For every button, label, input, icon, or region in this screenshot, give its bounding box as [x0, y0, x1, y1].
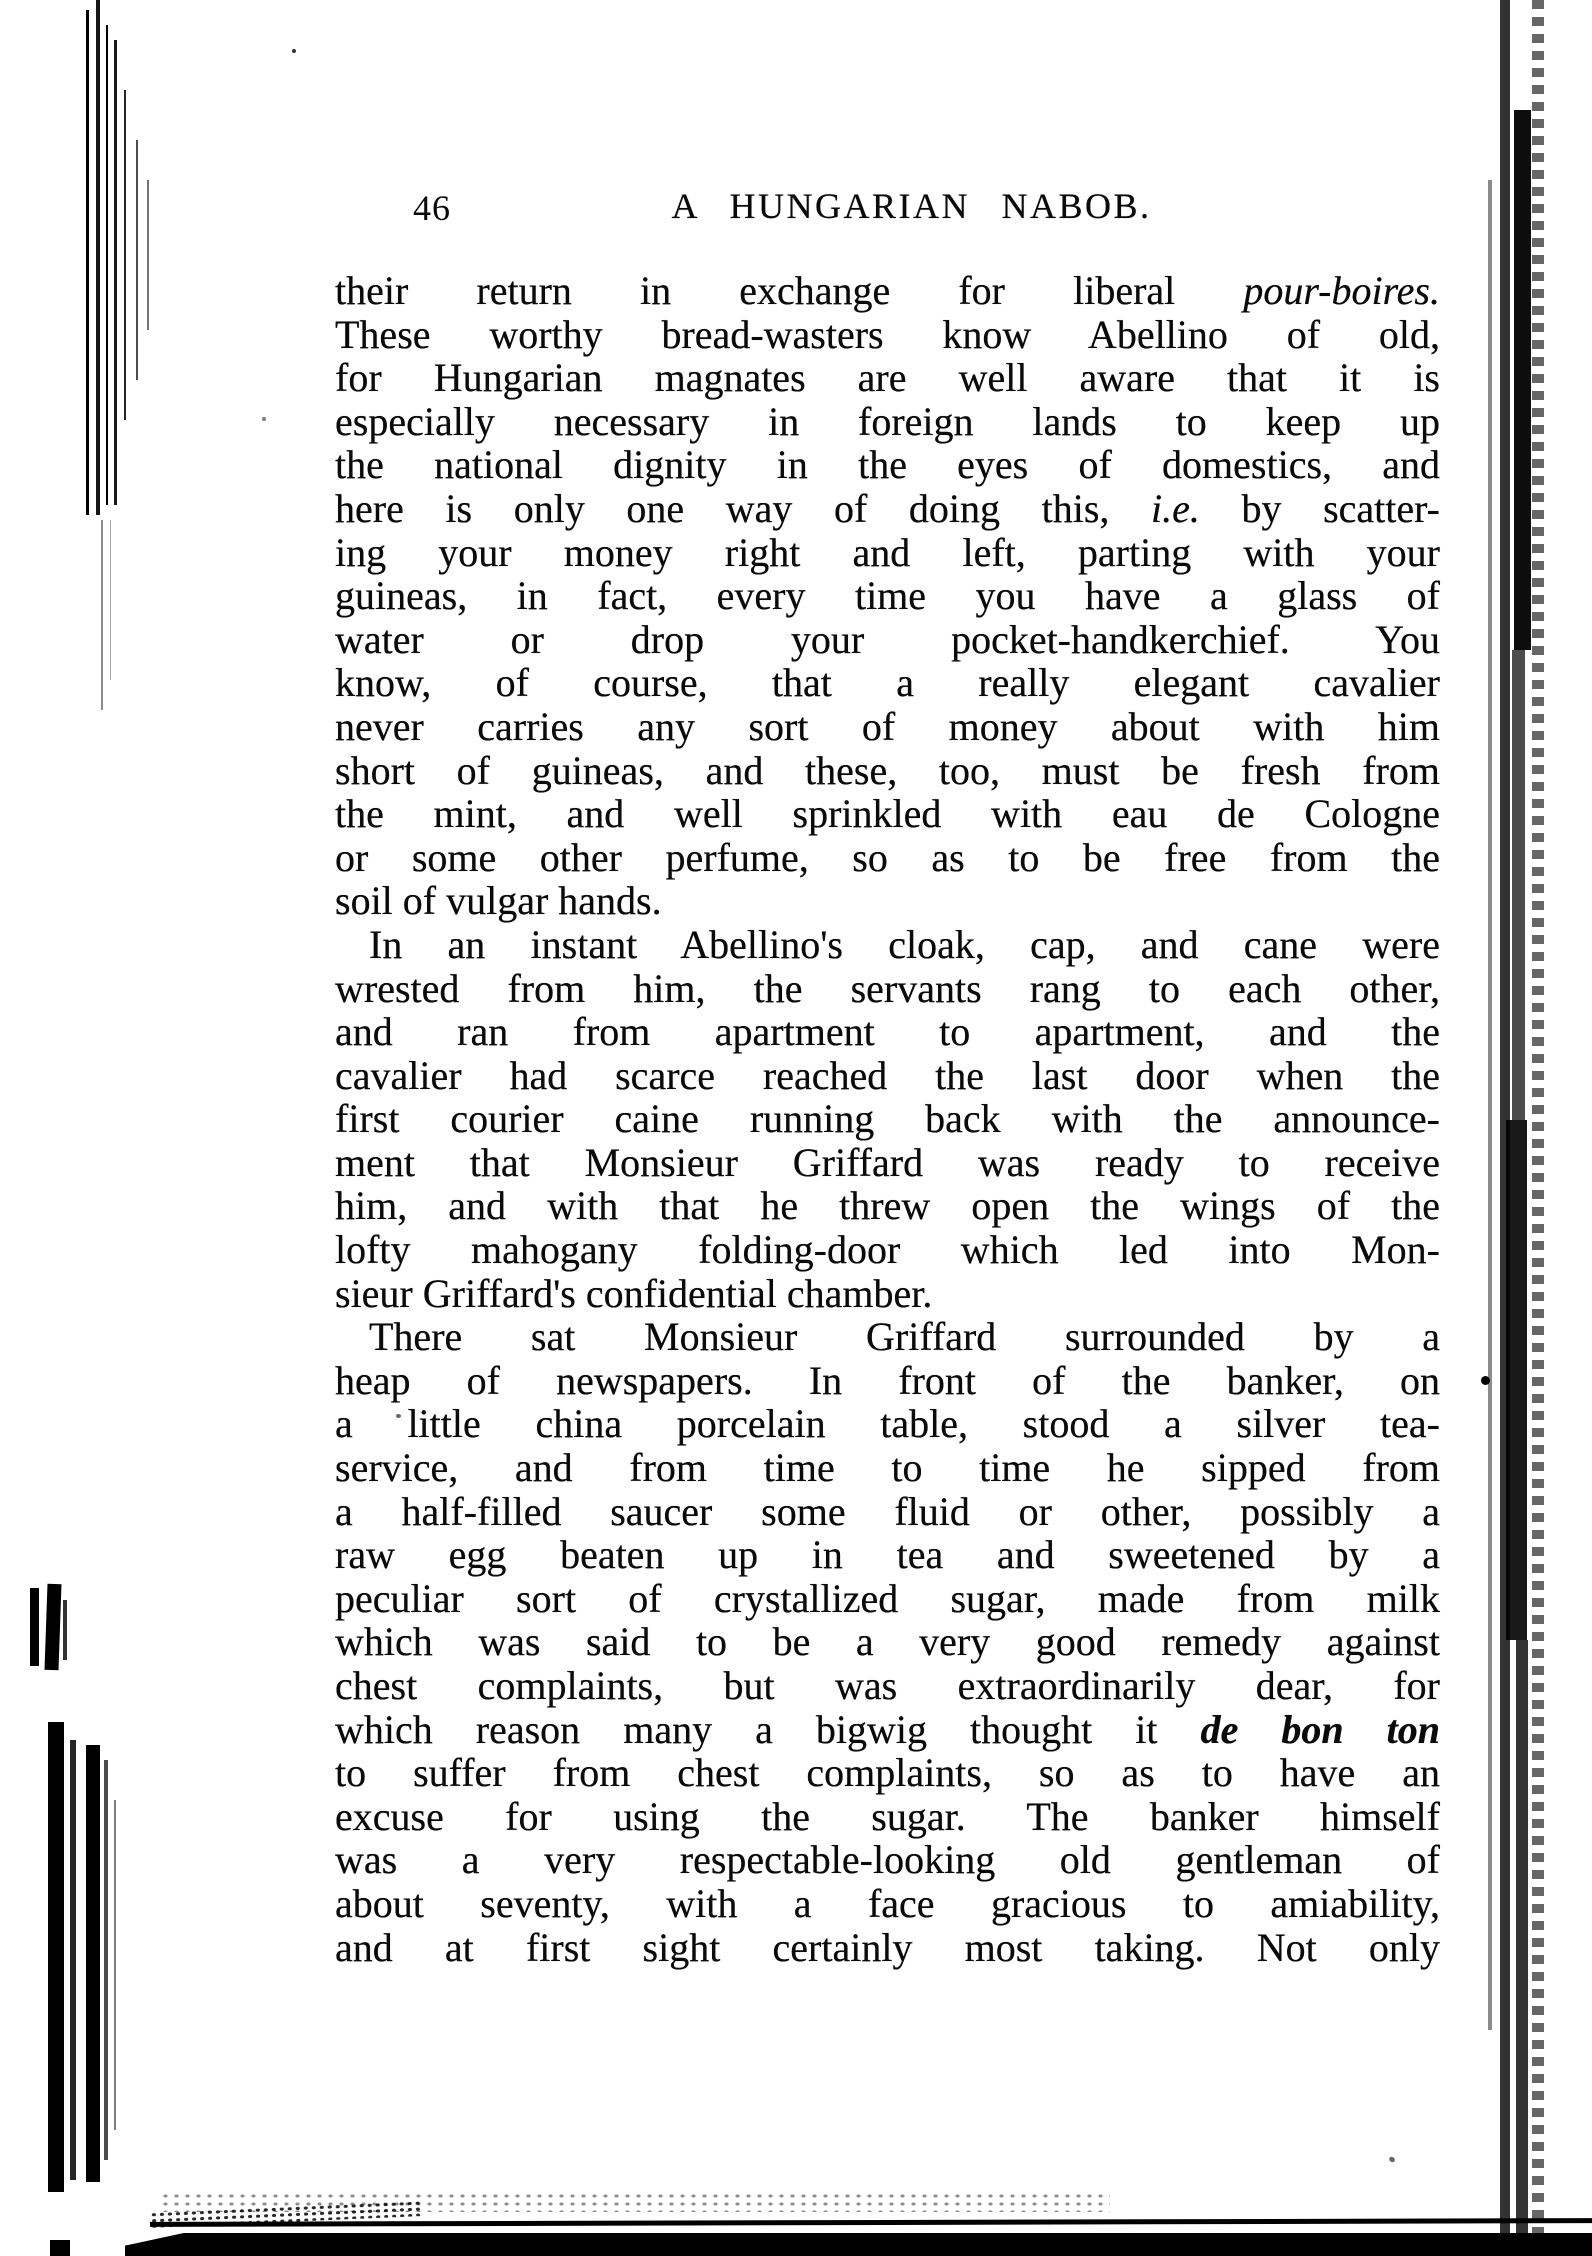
binding-bar: [48, 1722, 64, 2192]
ink-speck: [262, 417, 266, 421]
bottom-scan-line: [150, 2218, 1592, 2227]
text-line: [335, 1926, 1440, 1970]
text-segment: ment that Monsieur Griffard was ready to receive: [335, 1139, 1440, 1185]
paragraph: [335, 923, 1440, 1315]
binding-streak: [110, 520, 111, 680]
text-segment: i.e.: [1151, 485, 1200, 531]
ink-speck: [292, 49, 296, 53]
binding-streak: [136, 140, 138, 380]
paragraph: [335, 269, 1440, 923]
text-segment: heap of newspapers. In front of the banker, on: [335, 1357, 1440, 1403]
text-segment: which reason many a bigwig thought it: [335, 1706, 1201, 1752]
text-line: [335, 1097, 1440, 1141]
bottom-corner-mark: [50, 2240, 70, 2256]
text-line: [335, 1359, 1440, 1403]
text-segment: him, and with that he threw open the wings of the: [335, 1183, 1440, 1229]
text-line: [335, 487, 1440, 531]
text-line: [335, 531, 1440, 575]
text-segment: There sat Monsieur Griffard surrounded by a: [369, 1314, 1440, 1360]
text-line: [335, 1620, 1440, 1664]
text-segment: cavalier had scarce reached the last door when the: [335, 1052, 1440, 1098]
text-line: [335, 1184, 1440, 1228]
ink-mark: [30, 1588, 39, 1666]
text-segment: pour-boires.: [1243, 268, 1440, 313]
edge-streak: [1514, 110, 1531, 650]
text-segment: chest complaints, but was extraordinarily dear, for: [335, 1663, 1440, 1708]
running-header: [335, 185, 1440, 231]
bottom-black-bar: [125, 2233, 1592, 2256]
binding-streak: [106, 25, 108, 505]
text-line: [335, 1054, 1440, 1098]
text-segment: service, and from time to time he sipped from: [335, 1445, 1440, 1491]
text-line: [335, 400, 1440, 444]
edge-streak: [1488, 180, 1492, 2030]
text-line: [335, 1228, 1440, 1272]
binding-bar: [104, 1760, 108, 2160]
edge-streak: [1532, 0, 1544, 2256]
text-line: [335, 1751, 1440, 1795]
text-line: [335, 443, 1440, 487]
binding-streak: [101, 520, 103, 710]
page-title: A HUNGARIAN NABOB.: [671, 186, 1152, 226]
page-number: 46: [413, 188, 451, 228]
text-segment: the national dignity in the eyes of domestics, and: [335, 442, 1440, 488]
paragraph: [335, 1315, 1440, 1969]
edge-streak: [1512, 650, 1525, 1120]
text-segment: never carries any sort of money about with him: [335, 703, 1440, 749]
text-line: [335, 1795, 1440, 1839]
text-segment: peculiar sort of crystallized sugar, made from milk: [335, 1575, 1440, 1621]
page-content: [335, 185, 1440, 1969]
text-line: [335, 705, 1440, 749]
text-line: [335, 1533, 1440, 1577]
text-line: [335, 749, 1440, 793]
text-line: [335, 1010, 1440, 1054]
text-segment: especially necessary in foreign lands to keep up: [335, 398, 1440, 444]
binding-streak: [114, 40, 117, 505]
binding-streak: [86, 10, 89, 515]
text-line: [335, 356, 1440, 400]
text-segment: a half-filled saucer some fluid or other, possibly a: [335, 1488, 1440, 1534]
text-line: [335, 1708, 1440, 1752]
text-line: [335, 923, 1440, 967]
body-text: [335, 269, 1440, 1969]
text-segment: These worthy bread-wasters know Abellino of old,: [335, 311, 1440, 357]
ink-mark: [63, 1600, 67, 1660]
text-line: [335, 1402, 1440, 1446]
text-line: [335, 618, 1440, 662]
text-segment: was a very respectable-looking old gentleman of: [335, 1837, 1440, 1883]
text-line: [335, 1577, 1440, 1621]
text-segment: first courier caine running back with the announce-: [335, 1096, 1440, 1142]
text-segment: by scatter-: [1199, 485, 1440, 531]
text-segment: know, of course, that a really elegant cavalier: [335, 660, 1440, 706]
text-segment: the mint, and well sprinkled with eau de Cologne: [335, 791, 1440, 837]
text-line: [335, 1272, 1440, 1316]
text-segment: lofty mahogany folding-door which led into Mon-: [335, 1227, 1440, 1273]
ink-mark: [45, 1584, 62, 1670]
text-segment: excuse for using the sugar. The banker himself: [335, 1793, 1440, 1839]
text-line: [335, 1490, 1440, 1534]
binding-bar: [114, 1800, 116, 2130]
text-segment: wrested from him, the servants rang to each other,: [335, 965, 1440, 1011]
text-segment: In an instant Abellino's cloak, cap, and cane were: [369, 921, 1440, 967]
text-segment: sieur Griffard's confidential chamber.: [335, 1270, 933, 1316]
text-line: [335, 836, 1440, 880]
text-line: [335, 879, 1440, 923]
text-segment: for Hungarian magnates are well aware that it is: [335, 355, 1440, 401]
text-segment: and at first sight certainly most taking. Not only: [335, 1924, 1440, 1970]
text-line: [335, 967, 1440, 1011]
binding-bar: [86, 1745, 100, 2182]
binding-streak: [124, 90, 126, 420]
text-segment: guineas, in fact, every time you have a glass of: [335, 573, 1440, 619]
page-edge-shadow-band: [1486, 0, 1566, 2256]
text-line: [335, 313, 1440, 357]
text-segment: or some other perfume, so as to be free from the: [335, 834, 1440, 880]
text-line: [335, 1141, 1440, 1185]
binding-streak: [147, 180, 149, 330]
text-line: [335, 1664, 1440, 1708]
text-segment: short of guineas, and these, too, must be fresh from: [335, 747, 1440, 793]
binding-streak: [96, 0, 100, 515]
ink-speck: [1388, 2156, 1396, 2164]
edge-streak: [1516, 1640, 1528, 2256]
text-segment: their return in exchange for liberal: [335, 268, 1244, 313]
text-segment: a little china porcelain table, stood a silver tea-: [335, 1401, 1440, 1447]
text-line: [335, 1315, 1440, 1359]
text-segment: which was said to be a very good remedy against: [335, 1619, 1440, 1665]
text-segment: de bon ton: [1200, 1706, 1441, 1752]
text-line: [335, 661, 1440, 705]
text-segment: about seventy, with a face gracious to amiability,: [335, 1880, 1440, 1926]
text-segment: to suffer from chest complaints, so as to have an: [335, 1750, 1440, 1796]
ink-speck: [1481, 1376, 1490, 1385]
text-line: [335, 1446, 1440, 1490]
text-segment: here is only one way of doing this,: [335, 485, 1152, 531]
text-line: [335, 792, 1440, 836]
binding-bar: [70, 1740, 76, 2180]
text-segment: ing your money right and left, parting with your: [335, 529, 1440, 575]
text-segment: soil of vulgar hands.: [335, 878, 662, 924]
text-line: [335, 574, 1440, 618]
text-segment: and ran from apartment to apartment, and the: [335, 1009, 1440, 1055]
text-line: [335, 1838, 1440, 1882]
text-line: [335, 269, 1440, 313]
edge-streak: [1506, 1120, 1527, 1640]
text-line: [335, 1882, 1440, 1926]
text-segment: water or drop your pocket-handkerchief. You: [335, 616, 1440, 662]
text-segment: raw egg beaten up in tea and sweetened by a: [335, 1532, 1440, 1578]
